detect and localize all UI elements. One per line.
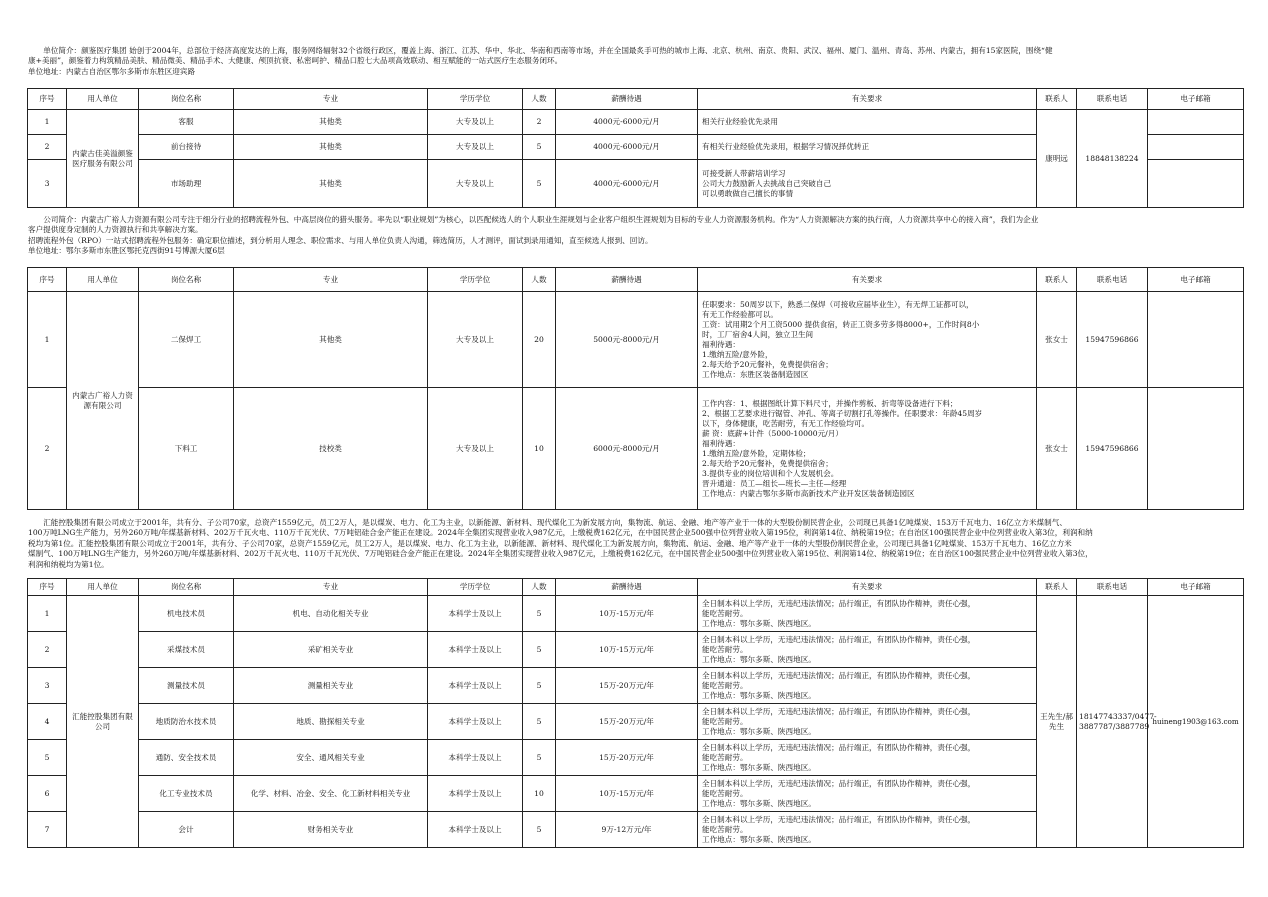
header-no: 序号 [28, 89, 67, 110]
req-line: 全日制本科以上学历，无违纪违法情况；品行端正，有团队协作精神，责任心强， [702, 598, 976, 608]
cell-num: 5 [523, 135, 556, 160]
req-line: 全日制本科以上学历，无违纪违法情况；品行端正，有团队协作精神，责任心强， [702, 778, 976, 788]
cell-salary: 15万-20万元/年 [556, 668, 698, 704]
cell-phone: 18848138224 [1077, 110, 1148, 208]
table-header-row [28, 89, 1244, 110]
cell-edu: 本科学士及以上 [428, 812, 523, 848]
req-line: 1.缴纳五险/意外险， [702, 349, 773, 359]
req-line: 全日制本科以上学历，无违纪违法情况；品行端正，有团队协作精神，责任心强， [702, 706, 976, 716]
cell-salary: 4000元-6000元/月 [556, 135, 698, 160]
cell-num: 10 [523, 388, 556, 510]
req-line: 工作地点：鄂尔多斯、陕西地区。 [702, 834, 816, 844]
cell-no: 1 [28, 596, 67, 632]
cell-no: 1 [28, 110, 67, 135]
cell-major: 机电、自动化相关专业 [234, 596, 428, 632]
cell-req [698, 668, 1037, 704]
cell-job: 地质防治水技术员 [139, 704, 234, 740]
cell-email [1148, 110, 1244, 135]
header-req: 有关要求 [698, 579, 1037, 596]
cell-req [698, 632, 1037, 668]
cell-major: 其他类 [234, 160, 428, 208]
cell-salary: 15万-20万元/年 [556, 704, 698, 740]
company1-intro-line2: 康+美丽”，颜鉴着力构筑精品美肤、精品微美、精品手术、大健康、颅顶抗衰、私密呵护、精品口腔七大品项高效联动、相互赋能的一站式医疗生态服务闭环。 [28, 56, 563, 66]
header-num: 人数 [523, 89, 556, 110]
header-contact: 联系人 [1037, 579, 1077, 596]
req-line: 2、根据工艺要求进行锯管、冲孔、等离子切割打孔等操作。任职要求：年龄45周岁 [702, 408, 983, 418]
header-email: 电子邮箱 [1148, 268, 1244, 292]
cell-req [698, 388, 1037, 510]
company2-table [27, 267, 1244, 510]
cell-unit: 汇能控股集团有限公司 [67, 596, 139, 848]
header-unit: 用人单位 [67, 89, 139, 110]
company3-intro [28, 518, 1244, 570]
cell-contact: 张女士 [1037, 388, 1077, 510]
header-email: 电子邮箱 [1148, 89, 1244, 110]
cell-num: 5 [523, 632, 556, 668]
cell-no: 2 [28, 632, 67, 668]
req-line: 工作地点：内蒙古鄂尔多斯市高新技术产业开发区装备制造园区 [702, 488, 915, 498]
req-line: 工作地点：鄂尔多斯、陕西地区。 [702, 726, 816, 736]
cell-salary: 10万-15万元/年 [556, 596, 698, 632]
cell-email [1148, 160, 1244, 208]
header-req: 有关要求 [698, 268, 1037, 292]
req-line: 工作地点：鄂尔多斯、陕西地区。 [702, 798, 816, 808]
req-line: 能吃苦耐劳。 [702, 824, 748, 834]
req-line: 能吃苦耐劳。 [702, 680, 748, 690]
header-major: 专业 [234, 579, 428, 596]
req-line: 能吃苦耐劳。 [702, 716, 748, 726]
cell-req [698, 160, 1037, 208]
req-line: 工作地点：鄂尔多斯、陕西地区。 [702, 618, 816, 628]
header-phone: 联系电话 [1077, 89, 1148, 110]
cell-edu: 大专及以上 [428, 135, 523, 160]
header-job: 岗位名称 [139, 268, 234, 292]
cell-no: 5 [28, 740, 67, 776]
cell-salary: 5000元-8000元/月 [556, 292, 698, 388]
cell-num: 5 [523, 740, 556, 776]
cell-edu: 本科学士及以上 [428, 632, 523, 668]
table-header-row [28, 268, 1244, 292]
cell-num: 5 [523, 668, 556, 704]
cell-req [698, 704, 1037, 740]
cell-num: 20 [523, 292, 556, 388]
cell-job: 采煤技术员 [139, 632, 234, 668]
cell-job: 会计 [139, 812, 234, 848]
cell-major: 财务相关专业 [234, 812, 428, 848]
req-line: 任职要求：50周岁以下，熟悉二保焊（可接收应届毕业生），有无焊工证都可以， [702, 299, 974, 309]
header-email: 电子邮箱 [1148, 579, 1244, 596]
cell-no: 2 [28, 388, 67, 510]
cell-req [698, 740, 1037, 776]
cell-job: 测量技术员 [139, 668, 234, 704]
req-line: 薪 资：底薪+计件（5000-10000元/月） [702, 428, 843, 438]
cell-no: 7 [28, 812, 67, 848]
req-line: 能吃苦耐劳。 [702, 752, 748, 762]
cell-req [698, 812, 1037, 848]
header-salary: 薪酬待遇 [556, 579, 698, 596]
header-no: 序号 [28, 579, 67, 596]
req-line: 可以勇敢做自己擅长的事情 [702, 188, 794, 198]
company1-intro [28, 46, 1244, 77]
cell-major: 采矿相关专业 [234, 632, 428, 668]
header-edu: 学历学位 [428, 579, 523, 596]
cell-req [698, 135, 1037, 160]
cell-salary: 9万-12万元/年 [556, 812, 698, 848]
req-line: 晋升通道：员工—组长—班长—主任—经理 [702, 478, 847, 488]
cell-num: 5 [523, 160, 556, 208]
cell-no: 6 [28, 776, 67, 812]
req-line: 2.每天给予20元餐补，免费提供宿舍； [702, 458, 833, 468]
header-phone: 联系电话 [1077, 579, 1148, 596]
company2-intro-line3: 招聘流程外包（RPO）一站式招聘流程外包服务：确定职位描述，到分析用人理念、职位需求、与用人单位负责人沟通，筛选简历，人才测评，面试到录用通知，直至候选人报到、回访。 [28, 235, 653, 245]
cell-edu: 大专及以上 [428, 292, 523, 388]
cell-no: 3 [28, 160, 67, 208]
cell-num: 2 [523, 110, 556, 135]
req-line: 工作地点：鄂尔多斯、陕西地区。 [702, 690, 816, 700]
company2-address: 单位地址：鄂尔多斯市东胜区鄂托克西街91号博源大厦6层 [28, 246, 225, 256]
cell-major: 技校类 [234, 388, 428, 510]
cell-no: 3 [28, 668, 67, 704]
cell-email: huineng1903@163.com [1148, 596, 1244, 848]
cell-phone: 15947596866 [1077, 292, 1148, 388]
company3-intro-line3: 税均为第1位。汇能控股集团有限公司成立于2001年，共有分、子公司70家，总资产1559亿元，员工2万人，是以煤炭、电力、化工为主业，以新能源、新材料、现代煤化工为新发展方向，集物流、航运、金融、地产等产业于一体的大型股份制民营企业，公司现已具备1亿吨煤炭、153万千瓦电力、16亿立方米 [28, 538, 1072, 548]
header-salary: 薪酬待遇 [556, 268, 698, 292]
header-contact: 联系人 [1037, 89, 1077, 110]
header-contact: 联系人 [1037, 268, 1077, 292]
cell-contact: 王先生/郝先生 [1037, 596, 1077, 848]
req-line: 工作地点：鄂尔多斯、陕西地区。 [702, 762, 816, 772]
req-line: 全日制本科以上学历，无违纪违法情况；品行端正，有团队协作精神，责任心强， [702, 814, 976, 824]
cell-edu: 本科学士及以上 [428, 596, 523, 632]
header-req: 有关要求 [698, 89, 1037, 110]
cell-req [698, 110, 1037, 135]
cell-req [698, 596, 1037, 632]
cell-salary: 4000元-6000元/月 [556, 160, 698, 208]
header-job: 岗位名称 [139, 89, 234, 110]
req-line: 能吃苦耐劳。 [702, 608, 748, 618]
company3-intro-line2: 100万吨LNG生产能力，另外260万吨/年煤基新材料、202万千瓦火电、110万千瓦光伏、7万吨铝硅合金产能正在建设。2024年全集团实现营业收入987亿元，上缴税费162亿元，在中国民营企业500强中位列营业收入第195位，利润第14位、纳税第19位；在自治区100强民营企业中位列营业收入第3位，利润和纳 [28, 528, 1093, 538]
cell-salary: 10万-15万元/年 [556, 632, 698, 668]
company1-address: 单位地址：内蒙古自治区鄂尔多斯市东胜区迎宾路 [28, 66, 196, 76]
cell-phone: 15947596866 [1077, 388, 1148, 510]
cell-unit: 内蒙古佳美溢颜鉴医疗服务有限公司 [67, 110, 139, 208]
cell-major: 其他类 [234, 292, 428, 388]
table-row [28, 110, 1244, 135]
cell-email [1148, 135, 1244, 160]
cell-email [1148, 388, 1244, 510]
cell-job: 客服 [139, 110, 234, 135]
cell-job: 前台接待 [139, 135, 234, 160]
table-header-row [28, 579, 1244, 596]
cell-unit: 内蒙古广裕人力资源有限公司 [67, 292, 139, 510]
cell-phone: 18147743337/0477-3887787/3887789 [1077, 596, 1148, 848]
cell-contact: 康明远 [1037, 110, 1077, 208]
cell-num: 10 [523, 776, 556, 812]
cell-major: 其他类 [234, 135, 428, 160]
table-row [28, 596, 1244, 632]
header-major: 专业 [234, 89, 428, 110]
req-line: 1.缴纳五险/意外险，定期体检； [702, 448, 811, 458]
header-no: 序号 [28, 268, 67, 292]
cell-num: 5 [523, 812, 556, 848]
cell-req [698, 292, 1037, 388]
req-line: 可接受新人带薪培训学习 [702, 168, 786, 178]
company1-intro-line1: 单位简介：颜鉴医疗集团 始创于2004年，总部位于经济高度发达的上海，服务网络辐射32个省级行政区，覆盖上海、浙江、江苏、华中、华北、华南和西南等市场，并在全国最炙手可热的城市上海、北京、杭州、南京、贵阳、武汉、福州、厦门、温州、青岛、苏州、内蒙古，拥有15家医院，围绕“健 [43, 46, 1053, 55]
req-line: 全日制本科以上学历，无违纪违法情况；品行端正，有团队协作精神，责任心强， [702, 634, 976, 644]
cell-no: 1 [28, 292, 67, 388]
header-job: 岗位名称 [139, 579, 234, 596]
cell-job: 下料工 [139, 388, 234, 510]
cell-major: 化学、材料、冶金、安全、化工新材料相关专业 [234, 776, 428, 812]
cell-edu: 本科学士及以上 [428, 668, 523, 704]
table-row [28, 292, 1244, 388]
cell-num: 5 [523, 596, 556, 632]
table-row [28, 388, 1244, 510]
header-unit: 用人单位 [67, 579, 139, 596]
req-line: 福利待遇： [702, 438, 740, 448]
cell-edu: 本科学士及以上 [428, 740, 523, 776]
header-major: 专业 [234, 268, 428, 292]
req-line: 工作地点：鄂尔多斯、陕西地区。 [702, 654, 816, 664]
header-edu: 学历学位 [428, 268, 523, 292]
req-line: 相关行业经验优先录用 [702, 117, 778, 126]
header-num: 人数 [523, 268, 556, 292]
cell-job: 化工专业技术员 [139, 776, 234, 812]
company3-table [27, 578, 1244, 848]
cell-no: 2 [28, 135, 67, 160]
cell-contact: 张女士 [1037, 292, 1077, 388]
cell-edu: 本科学士及以上 [428, 776, 523, 812]
req-line: 全日制本科以上学历，无违纪违法情况；品行端正，有团队协作精神，责任心强， [702, 742, 976, 752]
header-phone: 联系电话 [1077, 268, 1148, 292]
cell-major: 地质、勘探相关专业 [234, 704, 428, 740]
req-line: 工作内容：1、根据图纸计算下料尺寸，并操作剪板、折弯等设备进行下料； [702, 398, 958, 408]
cell-salary: 6000元-8000元/月 [556, 388, 698, 510]
req-line: 工作地点：东胜区装备制造园区 [702, 369, 809, 379]
company3-intro-line1: 汇能控股集团有限公司成立于2001年，共有分、子公司70家，总资产1559亿元，员工2万人，是以煤炭、电力、化工为主业，以新能源、新材料、现代煤化工为新发展方向，集物流、航运、金融、地产等产业于一体的大型股份制民营企业，公司现已具备1亿吨煤炭、153万千瓦电力、16亿立方米煤制气、 [43, 518, 1067, 527]
cell-edu: 大专及以上 [428, 388, 523, 510]
cell-email [1148, 292, 1244, 388]
cell-job: 二保焊工 [139, 292, 234, 388]
company2-intro [28, 215, 1244, 257]
header-salary: 薪酬待遇 [556, 89, 698, 110]
cell-job: 机电技术员 [139, 596, 234, 632]
cell-edu: 大专及以上 [428, 110, 523, 135]
header-num: 人数 [523, 579, 556, 596]
company2-intro-line2: 客户提供度身定制的人力资源执行和共享解决方案。 [28, 225, 203, 235]
cell-major: 其他类 [234, 110, 428, 135]
header-edu: 学历学位 [428, 89, 523, 110]
req-line: 有相关行业经验优先录用，根据学习情况择优转正 [702, 142, 870, 151]
cell-job: 市场助理 [139, 160, 234, 208]
cell-salary: 4000元-6000元/月 [556, 110, 698, 135]
req-line: 能吃苦耐劳。 [702, 644, 748, 654]
req-line: 全日制本科以上学历，无违纪违法情况；品行端正，有团队协作精神，责任心强， [702, 670, 976, 680]
company1-table [27, 88, 1244, 208]
cell-no: 4 [28, 704, 67, 740]
company2-intro-line1: 公司简介：内蒙古广裕人力资源有限公司专注于细分行业的招聘流程外包、中高层岗位的猎头服务。率先以“职业规划”为核心，以匹配候选人的个人职业生涯规划与企业客户组织生涯规划为目标的专业人力资源服务机构。作为“人力资源解决方案的执行商，人力资源共享中心的接入商”，我们为企业 [43, 215, 1039, 224]
company3-intro-line5: 利润和纳税均为第1位。 [28, 559, 109, 569]
cell-major: 测量相关专业 [234, 668, 428, 704]
company3-intro-line4: 煤制气、100万吨LNG生产能力，另外260万吨/年煤基新材料、202万千瓦火电、110万千瓦光伏、7万吨铝硅合金产能正在建设。2024年全集团实现营业收入987亿元，上缴税费162亿元，在中国民营企业500强中位列营业收入第195位、利润第14位、纳税第19位；在自治区100强民营企业中位列营业收入第3位， [28, 549, 1093, 559]
req-line: 工资：试用期2个月工资5000 提供食宿，转正工资多劳多得8000+，工作时间8小 [702, 319, 980, 329]
cell-salary: 15万-20万元/年 [556, 740, 698, 776]
req-line: 能吃苦耐劳。 [702, 788, 748, 798]
req-line: 2.每天给予20元餐补，免费提供宿舍； [702, 359, 833, 369]
cell-req [698, 776, 1037, 812]
req-line: 有无工作经验都可以。 [702, 309, 778, 319]
cell-job: 通防、安全技术员 [139, 740, 234, 776]
cell-edu: 本科学士及以上 [428, 704, 523, 740]
header-unit: 用人单位 [67, 268, 139, 292]
req-line: 福利待遇： [702, 339, 740, 349]
req-line: 公司大力鼓励新人去挑战自己突破自己 [702, 178, 832, 188]
req-line: 以下，身体健康，吃苦耐劳，有无工作经验均可。 [702, 418, 870, 428]
cell-edu: 大专及以上 [428, 160, 523, 208]
cell-num: 5 [523, 704, 556, 740]
cell-salary: 10万-15万元/年 [556, 776, 698, 812]
cell-major: 安全、通风相关专业 [234, 740, 428, 776]
req-line: 时，工厂宿舍4人间，独立卫生间 [702, 329, 814, 339]
req-line: 3.提供专业的岗位培训和个人发展机会。 [702, 468, 839, 478]
